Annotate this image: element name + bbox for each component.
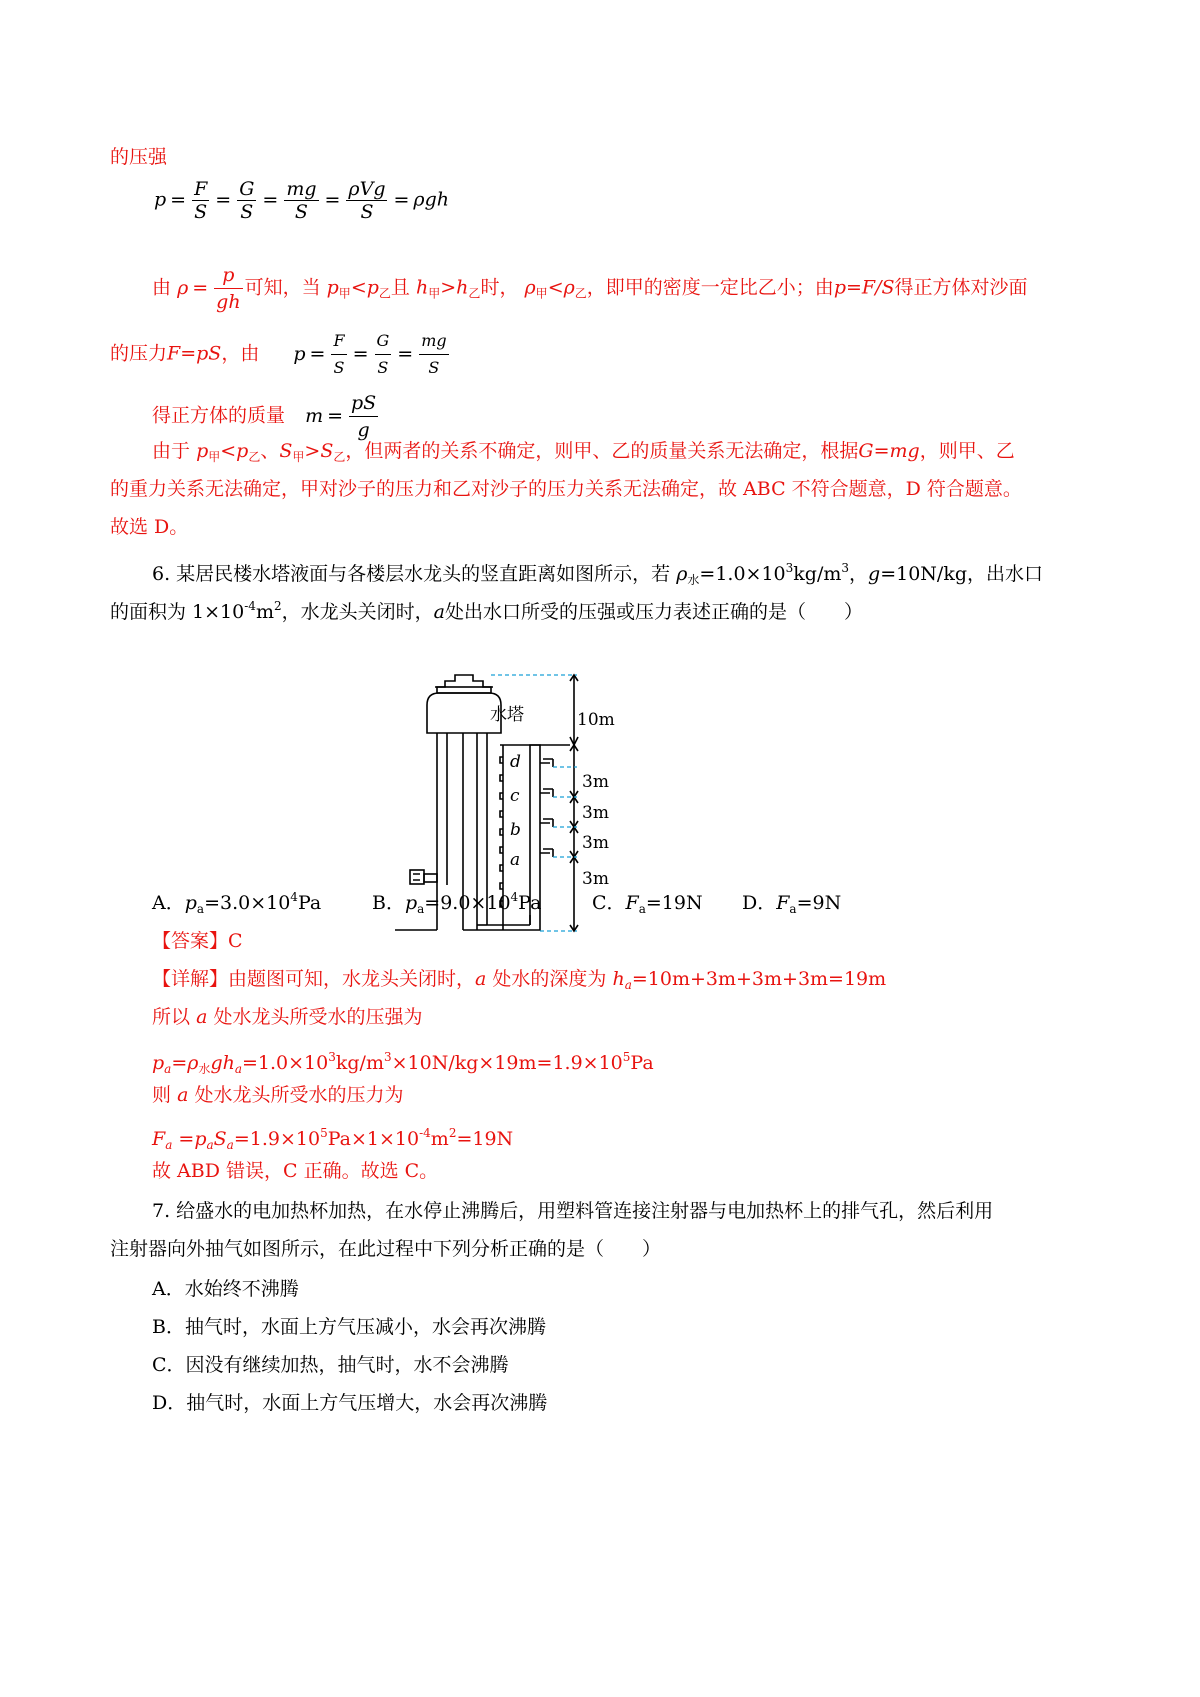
pressure-derivation-equation: p = $\frac{F}{S}$ = $\frac{G}{S}$ = $\frac{mg}{S}$ = $\frac{\text{ρVg}}{S}$ = ρgh <box>154 178 449 223</box>
q6-detail-line-3: 则 a 处水龙头所受水的压力为 <box>152 1084 404 1106</box>
q6-calc-force: $F_a =p_aS_a=1.9\times 10^5Pa\times 1\times 10^{-4}m^2=19N$ <box>152 1126 514 1152</box>
q7-option-b[interactable]: B．抽气时，水面上方气压减小，水会再次沸腾 <box>152 1316 546 1338</box>
dim-3m-2: 3m <box>582 803 609 823</box>
solution-line-8: 故选 D。 <box>110 516 189 538</box>
q6-stem-line-1: 6. 某居民楼水塔液面与各楼层水龙头的竖直距离如图所示，若 $\rho_水=1.0\times 10^3kg/m^3$，g=10N/kg，出水口 <box>152 561 1044 587</box>
q6-option-c[interactable]: C．$F_a=19N$ <box>592 892 703 916</box>
floor-label-d: d <box>510 752 521 772</box>
q7-option-d[interactable]: D．抽气时，水面上方气压增大，水会再次沸腾 <box>152 1392 548 1414</box>
q7-stem-line-1: 7. 给盛水的电加热杯加热，在水停止沸腾后，用塑料管连接注射器与电加热杯上的排气孔，然后利用 <box>152 1200 994 1222</box>
solution-line-3: 由 ρ = $\frac{p}{gh}$ 可知，当 $p_甲<p_乙$且 $h_甲>h_乙$时， $\rho_甲<\rho_乙$，即甲的密度一定比乙小；由p=F/S得正方体对沙面 <box>152 264 1028 313</box>
dim-3m-4: 3m <box>582 869 609 889</box>
solution-line-6: 由于 $p_甲<p_乙$、$S_甲>S_乙$，但两者的关系不确定，则甲、乙的质量关系无法确定，根据G=mg，则甲、乙 <box>152 440 1015 464</box>
q6-calc-pressure: $p_a=\rho_水gh_a=1.0\times 10^3kg/m^3\times 10N/kg\times 19m=1.9\times 10^5Pa$ <box>152 1050 654 1076</box>
solution-line-4: 的压力F=pS，由 p = $\frac{F}{S}$ = $\frac{G}{S}$ = $\frac{mg}{S}$ <box>110 328 451 381</box>
q7-option-a[interactable]: A．水始终不沸腾 <box>152 1278 299 1300</box>
q6-stem-line-2: 的面积为 $1\times 10^{-4}m^2$，水龙头关闭时，a处出水口所受的压强或压力表述正确的是（ ） <box>110 599 863 623</box>
q6-detail-line-2: 所以 a 处水龙头所受水的压强为 <box>152 1006 423 1028</box>
dim-3m-1: 3m <box>582 772 609 792</box>
q6-option-b[interactable]: B．$p_a=9.0\times 10^4Pa$ <box>372 890 542 916</box>
q6-detail-line-1: 【详解】由题图可知，水龙头关闭时，a 处水的深度为 $h_a=10m+3m+3m+3m=19m$ <box>152 968 887 992</box>
q6-answer: 【答案】C <box>152 930 243 952</box>
q6-option-d[interactable]: D．$F_a=9N$ <box>742 892 842 916</box>
solution-line-5: 得正方体的质量 m = $\frac{pS}{g}$ <box>152 392 377 441</box>
q6-conclusion: 故 ABD 错误，C 正确。故选 C。 <box>152 1160 439 1182</box>
q7-option-c[interactable]: C．因没有继续加热，抽气时，水不会沸腾 <box>152 1354 509 1376</box>
solution-line-7: 的重力关系无法确定，甲对沙子的压力和乙对沙子的压力关系无法确定，故 ABC 不符合题意，D 符合题意。 <box>110 478 1022 500</box>
floor-label-c: c <box>510 786 520 806</box>
dim-10m: 10m <box>577 710 615 730</box>
floor-label-a: a <box>510 850 521 870</box>
dim-3m-3: 3m <box>582 833 609 853</box>
q7-stem-line-2: 注射器向外抽气如图所示，在此过程中下列分析正确的是（ ） <box>110 1238 662 1260</box>
tower-label: 水塔 <box>490 705 524 725</box>
q6-option-a[interactable]: A．$p_a=3.0\times 10^4Pa$ <box>152 890 322 916</box>
solution-line-1: 的压强 <box>110 146 168 168</box>
floor-label-b: b <box>510 820 521 840</box>
